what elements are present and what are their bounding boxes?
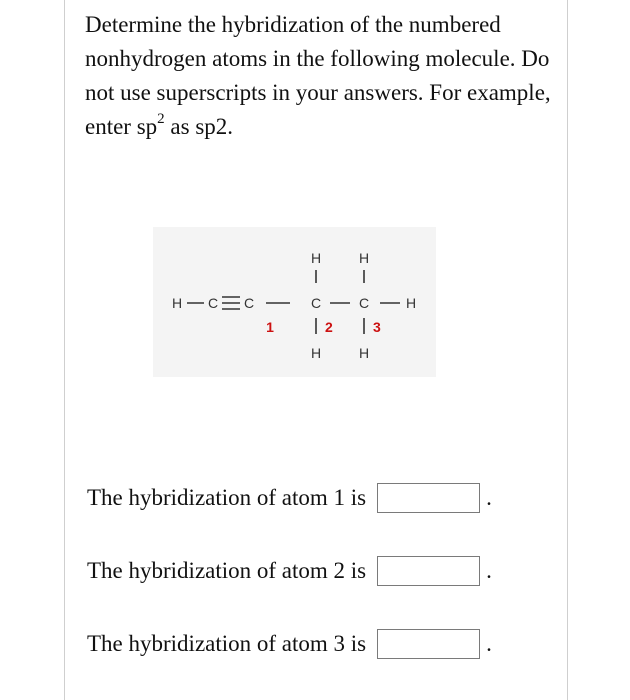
molecule-diagram <box>153 227 436 377</box>
atom-number-3: 3 <box>373 319 381 335</box>
period: . <box>486 484 492 510</box>
answer-row-atom-3 <box>87 625 492 659</box>
molecule-structure <box>153 227 436 377</box>
atom-h-bottom-left: H <box>310 345 322 361</box>
answer-label: The hybridization of atom 2 is <box>87 557 367 583</box>
atom-number-2: 2 <box>325 319 333 335</box>
atom-h-left: H <box>171 295 183 311</box>
superscript-example: 2 <box>157 111 165 128</box>
atom-c-left: C <box>207 295 219 311</box>
atom-c2: C <box>310 295 322 311</box>
answer-row-atom-2 <box>87 552 492 586</box>
atom-c1: C <box>243 295 255 311</box>
atom-2-hybridization-input[interactable] <box>377 556 480 586</box>
atom-h-right: H <box>405 295 417 311</box>
atom-h-top-left: H <box>310 250 322 266</box>
answer-label: The hybridization of atom 3 is <box>87 630 367 656</box>
atom-3-hybridization-input[interactable] <box>377 629 480 659</box>
atom-number-1: 1 <box>266 319 274 335</box>
period: . <box>486 557 492 583</box>
answer-label: The hybridization of atom 1 is <box>87 484 367 510</box>
question-text: Determine the hybridization of the numbered nonhydrogen atoms in the following molecule. Do not use superscripts in your answers. For example, enter sp <box>85 12 551 139</box>
answer-row-atom-1 <box>87 479 492 513</box>
atom-c3: C <box>358 295 370 311</box>
question-prompt <box>85 8 555 144</box>
atom-1-hybridization-input[interactable] <box>377 483 480 513</box>
period: . <box>486 630 492 656</box>
atom-h-top-right: H <box>358 250 370 266</box>
atom-h-bottom-right: H <box>358 345 370 361</box>
question-text-end: as sp2. <box>164 114 234 139</box>
